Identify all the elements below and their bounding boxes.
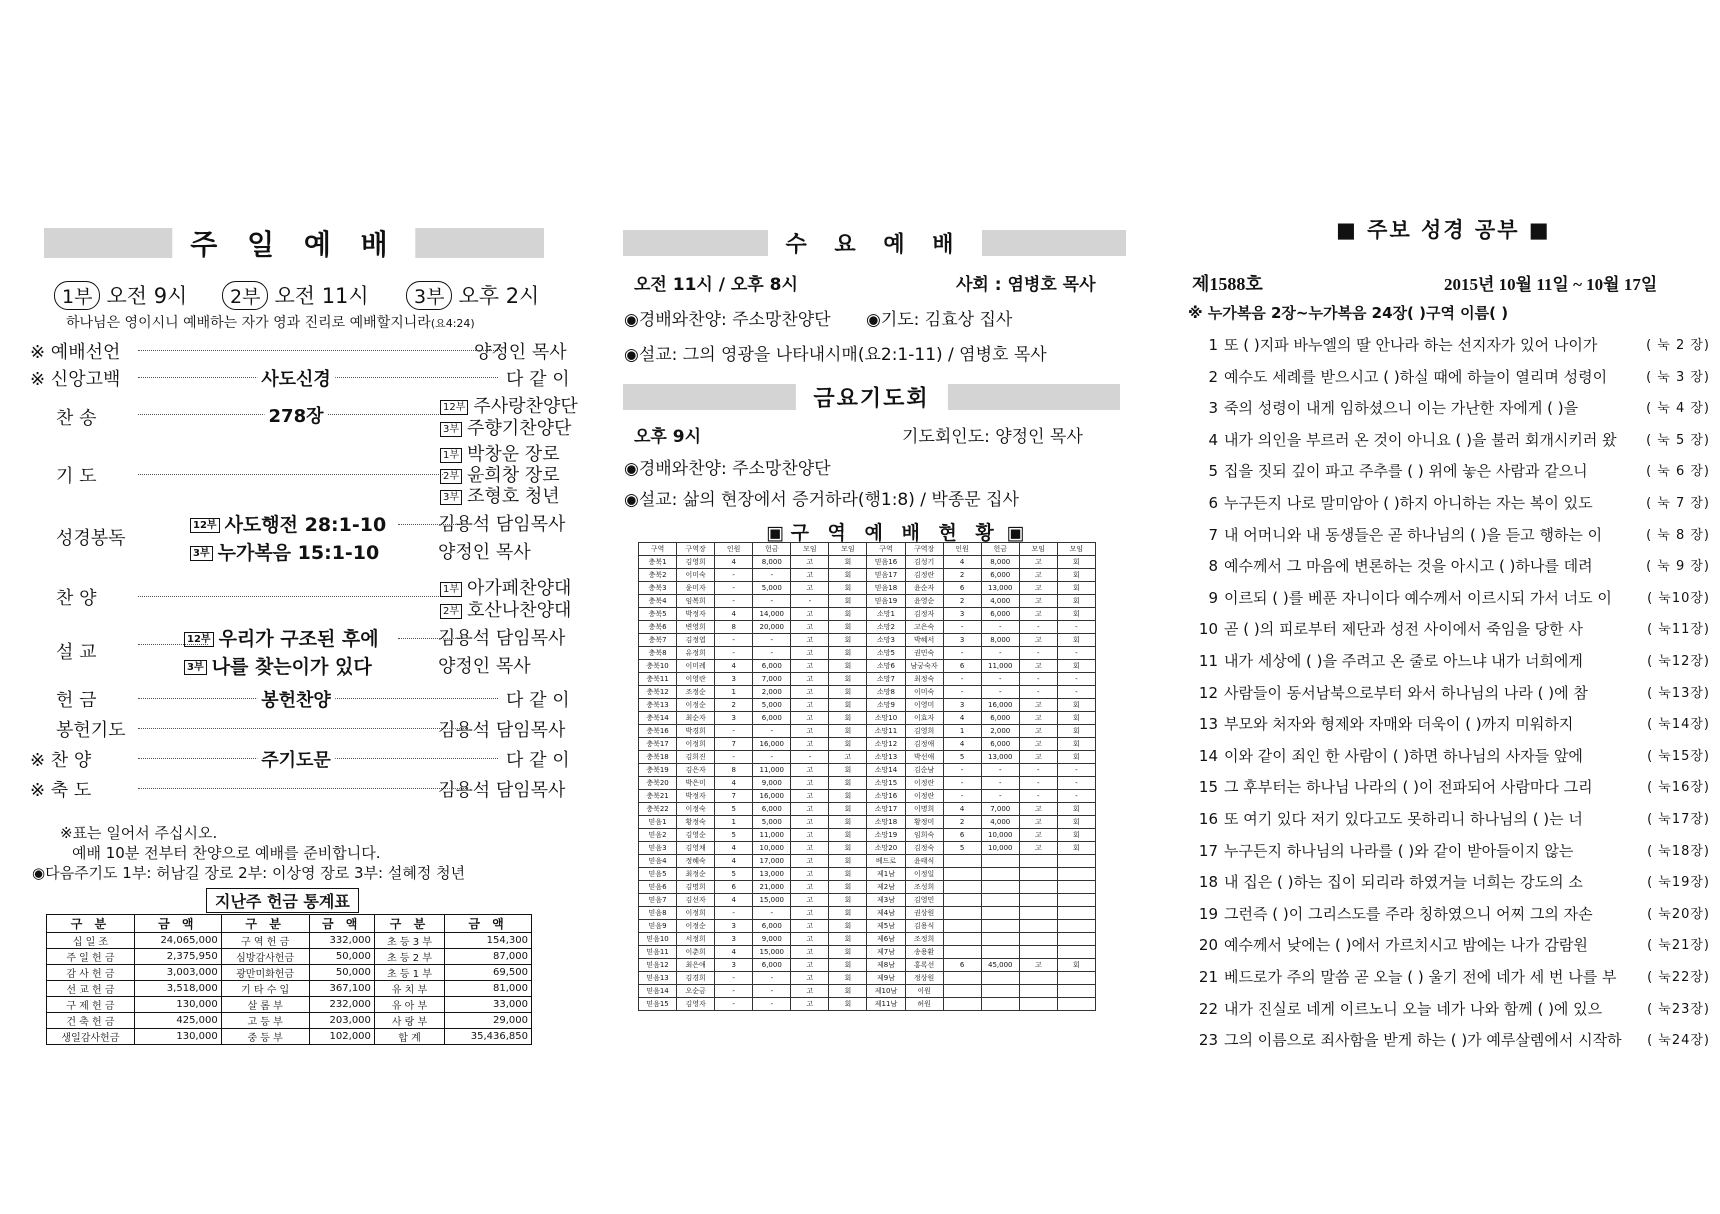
- issue-dates: 2015년 10월 11일 ~ 10월 17일: [1444, 275, 1658, 294]
- table-row: 믿음5 최정순 5 13,000 고 회 제1남 이정일: [639, 868, 1096, 881]
- order-sermon: 설 교 12부 우리가 구조된 후에 김용석 담임목사 3부 나를 찾는이가 있다 양정인 목사: [56, 628, 566, 678]
- group-header-cell: 헌금: [981, 543, 1019, 556]
- order-praise: 찬 양 1부 아가페찬양대 2부 호산나찬양대: [56, 578, 572, 621]
- table-row: 믿음12 최은애 3 6,000 고 회 제8남 홍록선 6 45,000 고 회: [639, 959, 1096, 972]
- study-question: 16 또 여기 있다 저기 있다고도 못하리니 하나님의 ( )는 너 ( 눅17장): [1198, 810, 1710, 828]
- note-stand: ※표는 일어서 주십시오.: [60, 824, 218, 842]
- table-row: 믿음13 김경희 - - 고 회 제9남 정상원: [639, 972, 1096, 985]
- order-prayer: 기 도 1부 박창운 장로 2부 윤희창 장로 3부 조형호 청년: [56, 444, 560, 507]
- study-title: ■ 주보 성경 공부 ■: [1336, 218, 1551, 242]
- friday-leader: 기도회인도: 양정인 목사: [902, 427, 1083, 447]
- order-hymn: 찬 송 278장 12부 주사랑찬양단 3부 주향기찬양단: [56, 396, 578, 439]
- group-header-cell: 모임: [829, 543, 867, 556]
- wednesday-prayer: ◉기도: 김효상 집사: [866, 310, 1013, 330]
- group-header-cell: 구역장: [677, 543, 715, 556]
- stats-row: 구 제 헌 금 130,000 살 롬 부 232,000 유 아 부 33,000: [47, 997, 532, 1013]
- table-row: 충북1 김영희 4 8,000 고 회 믿음16 김성기 4 8,000 고 회: [639, 556, 1096, 569]
- study-question: 18 내 집은 ( )하는 집이 되리라 하였거늘 너희는 강도의 소 ( 눅19장): [1198, 873, 1710, 892]
- order-declaration: ※ 예배선언 양정인 목사: [30, 342, 567, 363]
- table-row: 믿음6 김명희 6 21,000 고 회 제2남 조성희: [639, 881, 1096, 894]
- study-question: 12 사람들이 동서남북으로부터 와서 하나님의 나라 ( )에 참 ( 눅13장): [1198, 683, 1710, 702]
- square-icon: ▣: [766, 522, 791, 544]
- study-question: 3 죽의 성령이 내게 임하셨으니 이는 가난한 자에게 ( )을 ( 눅 4 장): [1208, 399, 1710, 418]
- study-question: 2 예수도 세례를 받으시고 ( )하실 때에 하늘이 열리며 성령이 ( 눅 3 장): [1208, 367, 1710, 386]
- sunday-title-bar: [44, 228, 544, 261]
- study-question: 15 그 후부터는 하나님 나라의 ( )이 전파되어 사람마다 그리 ( 눅16장): [1198, 778, 1710, 797]
- group-header-cell: 구역장: [905, 543, 943, 556]
- study-question: 22 내가 진실로 네게 이르노니 오늘 네가 나와 함께 ( )에 있으 ( 눅23장): [1198, 999, 1710, 1018]
- group-header-cell: 인원: [943, 543, 981, 556]
- study-question: 6 누구든지 나로 말미암아 ( )하지 아니하는 자는 복이 있도 ( 눅 7 장): [1208, 494, 1710, 512]
- group-worship-table: [638, 542, 1096, 1011]
- stats-row: 십 일 조 24,065,000 구 역 헌 금 332,000 초 등 3 부 154,300: [47, 933, 532, 949]
- square-icon: ▣: [999, 522, 1025, 544]
- table-row: 충북12 조정순 1 2,000 고 회 소망8 이미숙 - - - -: [639, 686, 1096, 699]
- stats-row: 주 일 헌 금 2,375,950 심방감사헌금 50,000 초 등 2 부 87,000: [47, 949, 532, 965]
- table-row: 충북7 김정엽 - - 고 회 소망3 박혜서 3 8,000 고 회: [639, 634, 1096, 647]
- group-header-cell: 인원: [715, 543, 753, 556]
- group-header-cell: 구역: [639, 543, 677, 556]
- table-row: 믿음9 이정순 3 6,000 고 회 제5남 김용식: [639, 920, 1096, 933]
- note-next-prayer: ◉다음주기도 1부: 허남길 장로 2부: 이상영 장로 3부: 설혜정 청년: [32, 864, 466, 882]
- wednesday-sermon: ◉설교: 그의 영광을 나타내시매(요2:1-11) / 염병호 목사: [624, 345, 1047, 365]
- table-row: 믿음11 이춘희 4 15,000 고 회 제7남 송용환: [639, 946, 1096, 959]
- table-row: 믿음8 이정희 - - 고 회 제4남 권상원: [639, 907, 1096, 920]
- study-question: 17 누구든지 하나님의 나라를 ( )와 같이 받아들이지 않는 ( 눅18장): [1198, 841, 1710, 860]
- table-row: 믿음15 김영자 - - 고 회 제11남 허원: [639, 998, 1096, 1011]
- service-2: 2부 오전 11시: [222, 280, 369, 310]
- wednesday-leader: 사회 : 염병호 목사: [956, 275, 1096, 295]
- note-prepare: 예배 10분 전부터 찬양으로 예배를 준비합니다.: [72, 844, 381, 862]
- order-benediction: ※ 축 도 김용석 담임목사: [30, 780, 566, 801]
- group-header-cell: 모임: [1057, 543, 1095, 556]
- service-3: 3부 오후 2시: [406, 280, 539, 310]
- table-row: 충북16 박경희 - - 고 회 소망11 김영희 1 2,000 고 회: [639, 725, 1096, 738]
- wednesday-time: 오전 11시 / 오후 8시: [634, 275, 798, 295]
- table-row: 믿음10 서정희 3 9,000 고 회 제6남 조정희: [639, 933, 1096, 946]
- table-row: 충북19 김은자 8 11,000 고 회 소망14 김순남 - - - -: [639, 764, 1096, 777]
- table-row: 충북5 박정자 4 14,000 고 회 소망1 김정자 3 6,000 고 회: [639, 608, 1096, 621]
- service-1: 1부 오전 9시: [54, 280, 187, 310]
- table-row: 충북20 박은미 4 9,000 고 회 소망15 이정란 - - - -: [639, 777, 1096, 790]
- table-row: 충북2 이미숙 - - 고 회 믿음17 김정란 2 6,000 고 회: [639, 569, 1096, 582]
- study-question: 20 예수께서 낮에는 ( )에서 가르치시고 밤에는 나가 감람원 ( 눅21장): [1198, 936, 1710, 955]
- table-row: 믿음1 황정숙 1 5,000 고 회 소망18 황정미 2 4,000 고 회: [639, 816, 1096, 829]
- study-question: 21 베드로가 주의 말씀 곧 오늘 ( ) 울기 전에 네가 세 번 나를 부 ( 눅22장): [1198, 968, 1710, 986]
- table-row: 믿음3 김영채 4 10,000 고 회 소망20 김정숙 5 10,000 고 회: [639, 842, 1096, 855]
- table-row: 충북22 이정숙 5 6,000 고 회 소망17 이명희 4 7,000 고 회: [639, 803, 1096, 816]
- study-question: 8 예수께서 그 마음에 변론하는 것을 아시고 ( )하나를 데려 ( 눅 9 장): [1208, 557, 1710, 576]
- study-question: 11 내가 세상에 ( )을 주려고 온 줄로 아느냐 내가 너희에게 ( 눅12장): [1198, 652, 1710, 670]
- study-question: 19 그런즉 ( )이 그리스도를 주라 칭하였으니 어찌 그의 자손 ( 눅20장): [1198, 904, 1710, 923]
- table-row: 충북11 이영란 3 7,000 고 회 소망7 최정숙 - - - -: [639, 673, 1096, 686]
- table-row: 충북8 유정희 - - 고 회 소망5 권민숙 - - - -: [639, 647, 1096, 660]
- study-question: 14 이와 같이 죄인 한 사람이 ( )하면 하나님의 사자들 앞에 ( 눅15장): [1198, 746, 1710, 765]
- issue-number: 제1588호: [1192, 274, 1263, 294]
- friday-praise: ◉경배와찬양: 주소망찬양단: [624, 459, 831, 479]
- friday-time: 오후 9시: [634, 427, 702, 447]
- table-row: 믿음2 김영순 5 11,000 고 회 소망19 임희숙 6 10,000 고 회: [639, 829, 1096, 842]
- table-row: 충북18 김희진 - - - 고 소망13 박선애 5 13,000 고 회: [639, 751, 1096, 764]
- order-closing-hymn: ※ 찬 양 주기도문 다 같 이: [30, 746, 566, 772]
- stats-row: 선 교 헌 금 3,518,000 기 타 수 입 367,100 유 치 부 81,000: [47, 981, 532, 997]
- table-row: 충북3 윤미자 - 5,000 고 회 믿음18 윤순자 6 13,000 고 회: [639, 582, 1096, 595]
- group-header-cell: 모임: [791, 543, 829, 556]
- offering-stats-table: 구 분 금 액 구 분 금 액 구 분 금 액 십 일 조 24,065,000 구 역 헌 금 332,000 초 등 3 부 154,300 주 일 헌 금 2,375,950 심방감사헌금 50,000 초 등 2 부 87,000 감 사 헌 금 3,003,000 광만미화헌금 50,000 초 등 1 부 69,500 선 교 헌 금 3,518,000 기 타 수 입 367,100 유 치 부 81,000 구 제 헌 금 130,000 살 롬 부 232,000 유 아 부 33,000 건 축 헌 금 425,000 고 등 부 203,000 사 랑 부 29,000 생일감사헌금 130,000 중 등 부 102,000 합 계 35,436,850: [46, 914, 532, 1045]
- study-question: 4 내가 의인을 부르러 온 것이 아니요 ( )을 불러 회개시키러 왔 ( 눅 5 장): [1208, 430, 1710, 449]
- wednesday-title-bar: [623, 230, 1126, 256]
- table-row: 충북17 이정희 7 16,000 고 회 소망12 김정애 4 6,000 고 회: [639, 738, 1096, 751]
- study-question: 1 또 ( )지파 바누엘의 딸 안나라 하는 선지자가 있어 나이가 ( 눅 2 장): [1208, 336, 1710, 354]
- order-creed: ※ 신앙고백 사도신경 다 같 이: [30, 365, 566, 391]
- order-offering-prayer: 봉헌기도 김용석 담임목사: [56, 720, 566, 741]
- group-header-cell: 헌금: [753, 543, 791, 556]
- stats-row: 생일감사헌금 130,000 중 등 부 102,000 합 계 35,436,850: [47, 1029, 532, 1045]
- table-row: 믿음7 김선자 4 15,000 고 회 제3남 김영민: [639, 894, 1096, 907]
- wednesday-title: 수 요 예 배: [768, 228, 982, 259]
- friday-title: 금요기도회: [795, 382, 947, 413]
- stats-row: 감 사 헌 금 3,003,000 광만미화헌금 50,000 초 등 1 부 69,500: [47, 965, 532, 981]
- table-row: 충북10 이미례 4 6,000 고 회 소망6 남궁숙자 6 11,000 고 회: [639, 660, 1096, 673]
- study-question: 7 내 어머니와 내 동생들은 곧 하나님의 ( )을 듣고 행하는 이 ( 눅 8 장): [1208, 525, 1710, 544]
- table-row: 충북6 변영희 8 20,000 고 회 소망2 고은숙 - - - -: [639, 621, 1096, 634]
- groups-title: ▣ 구 역 예 배 현 황 ▣: [766, 522, 1025, 544]
- order-reading: 성경봉독 12부 사도행전 28:1-10 김용석 담임목사 3부 누가복음 15:1-10 양정인 목사: [56, 514, 566, 564]
- study-range: ※ 누가복음 2장~누가복음 24장( )구역 이름( ): [1188, 304, 1509, 322]
- table-row: 충북13 이정순 2 5,000 고 회 소망9 이영미 3 16,000 고 회: [639, 699, 1096, 712]
- order-offering: 헌 금 봉헌찬양 다 같 이: [30, 686, 566, 712]
- group-header-cell: 구역: [867, 543, 905, 556]
- table-row: 충북14 최순자 3 6,000 고 회 소망10 이효자 4 6,000 고 회: [639, 712, 1096, 725]
- study-question: 10 곧 ( )의 피로부터 제단과 성전 사이에서 죽임을 당한 사 ( 눅11장): [1198, 620, 1710, 639]
- study-question: 9 이르되 ( )를 베푼 자니이다 예수께서 이르시되 가서 너도 이 ( 눅10장): [1208, 588, 1710, 607]
- study-question: 5 집을 짓되 깊이 파고 주추를 ( ) 위에 놓은 사람과 같으니 ( 눅 6 장): [1208, 462, 1710, 481]
- study-question: 23 그의 이름으로 죄사함을 받게 하는 ( )가 예루살렘에서 시작하 ( 눅24장): [1198, 1031, 1710, 1050]
- table-row: 믿음4 정혜숙 4 17,000 고 회 베드로 윤태식: [639, 855, 1096, 868]
- study-question: 13 부모와 처자와 형제와 자매와 더욱이 ( )까지 미워하지 ( 눅14장): [1198, 715, 1710, 734]
- table-row: 충북21 박정자 7 16,000 고 회 소망16 이정란 - - - -: [639, 790, 1096, 803]
- scripture-verse: 하나님은 영이시니 예배하는 자가 영과 진리로 예배할지니라(요4:24): [66, 315, 475, 331]
- stats-row: 건 축 헌 금 425,000 고 등 부 203,000 사 랑 부 29,000: [47, 1013, 532, 1029]
- sunday-title: 주 일 예 배: [172, 223, 415, 263]
- wednesday-praise: ◉경배와찬양: 주소망찬양단: [624, 310, 831, 330]
- friday-sermon: ◉설교: 삶의 현장에서 증거하라(행1:8) / 박종문 집사: [624, 490, 1019, 510]
- stats-title: 지난주 헌금 통계표: [206, 888, 359, 913]
- group-header-cell: 모임: [1019, 543, 1057, 556]
- table-row: 충북4 임복희 - - - 회 믿음19 윤영순 2 4,000 고 회: [639, 595, 1096, 608]
- table-row: 믿음14 오순금 - - 고 회 제10남 이원: [639, 985, 1096, 998]
- friday-title-bar: [623, 384, 1120, 410]
